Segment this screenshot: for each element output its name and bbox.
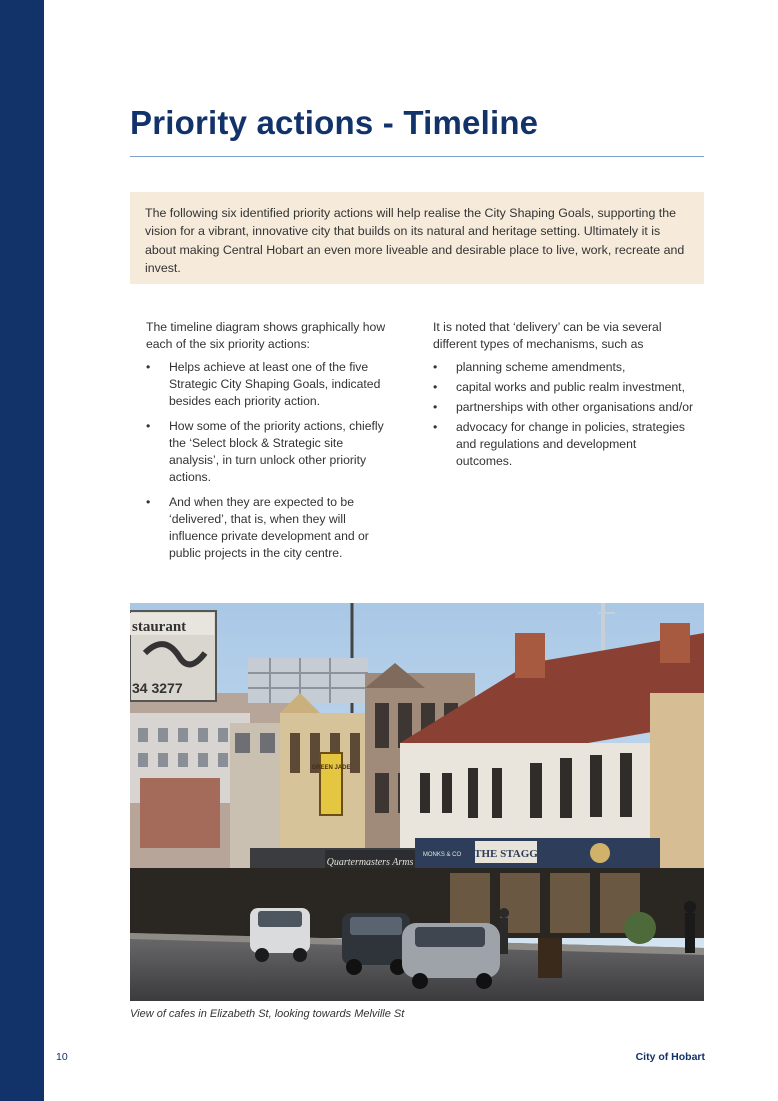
shop-sign-text: MONKS & CO <box>422 852 462 858</box>
street-photo <box>130 603 704 1001</box>
organisation-name: City of Hobart <box>635 1051 705 1063</box>
bullet-icon: • <box>433 420 438 434</box>
bullet-icon: • <box>146 419 151 433</box>
title-divider <box>130 156 704 157</box>
list-item: • And when they are expected to be ‘delivered’, that is, when they will influence private development and or public projects in the city centre. <box>146 495 369 560</box>
left-column <box>146 319 386 570</box>
list-item: • partnerships with other organisations and/or <box>433 400 694 414</box>
list-item: • How some of the priority actions, chiefly the ‘Select block & Strategic site analysis’, in turn unlock other priority actions. <box>146 419 384 484</box>
intro-box <box>130 192 704 284</box>
list-item: • advocacy for change in policies, strategies and regulations and development outcomes. <box>433 420 685 468</box>
list-item: • capital works and public realm investment, <box>433 380 685 394</box>
bullet-icon: • <box>433 380 438 394</box>
street-scene-illustration <box>130 603 704 1001</box>
quartermasters-sign-text: Quartermasters Arms <box>326 857 414 868</box>
bullet-icon: • <box>433 360 438 374</box>
intro-text: The following six identified priority actions will help realise the City Shaping Goals, supporting the vision for a vibrant, innovative city that builds on its natural and heritage setting. Ultimately it is about making Central Hobart an even more liveable and desirable place to live, work, recreate and invest. <box>145 206 685 275</box>
phone-sign-text: 34 3277 <box>132 680 183 696</box>
list-item: • planning scheme amendments, <box>433 360 626 374</box>
green-jade-sign-text: GREEN JADE <box>311 765 351 771</box>
stagg-sign-text: THE STAGG <box>474 848 538 860</box>
list-item: • Helps achieve at least one of the five Strategic City Shaping Goals, indicated besides each priority action. <box>146 360 381 408</box>
bullet-icon: • <box>146 360 151 374</box>
photo-caption: View of cafes in Elizabeth St, looking towards Melville St <box>130 1008 405 1020</box>
right-bullet-list <box>433 359 695 470</box>
page-number: 10 <box>56 1051 68 1063</box>
bullet-icon: • <box>146 495 151 509</box>
right-column <box>433 319 695 473</box>
left-column-lead: The timeline diagram shows graphically how each of the six priority actions: <box>146 320 386 351</box>
sidebar-band <box>0 0 44 1101</box>
bullet-icon: • <box>433 400 438 414</box>
page-title: Priority actions - Timeline <box>130 104 539 141</box>
left-bullet-list <box>146 359 386 562</box>
restaurant-sign-text: staurant <box>132 619 187 635</box>
right-column-lead: It is noted that ‘delivery’ can be via several different types of mechanisms, such as <box>433 320 662 351</box>
